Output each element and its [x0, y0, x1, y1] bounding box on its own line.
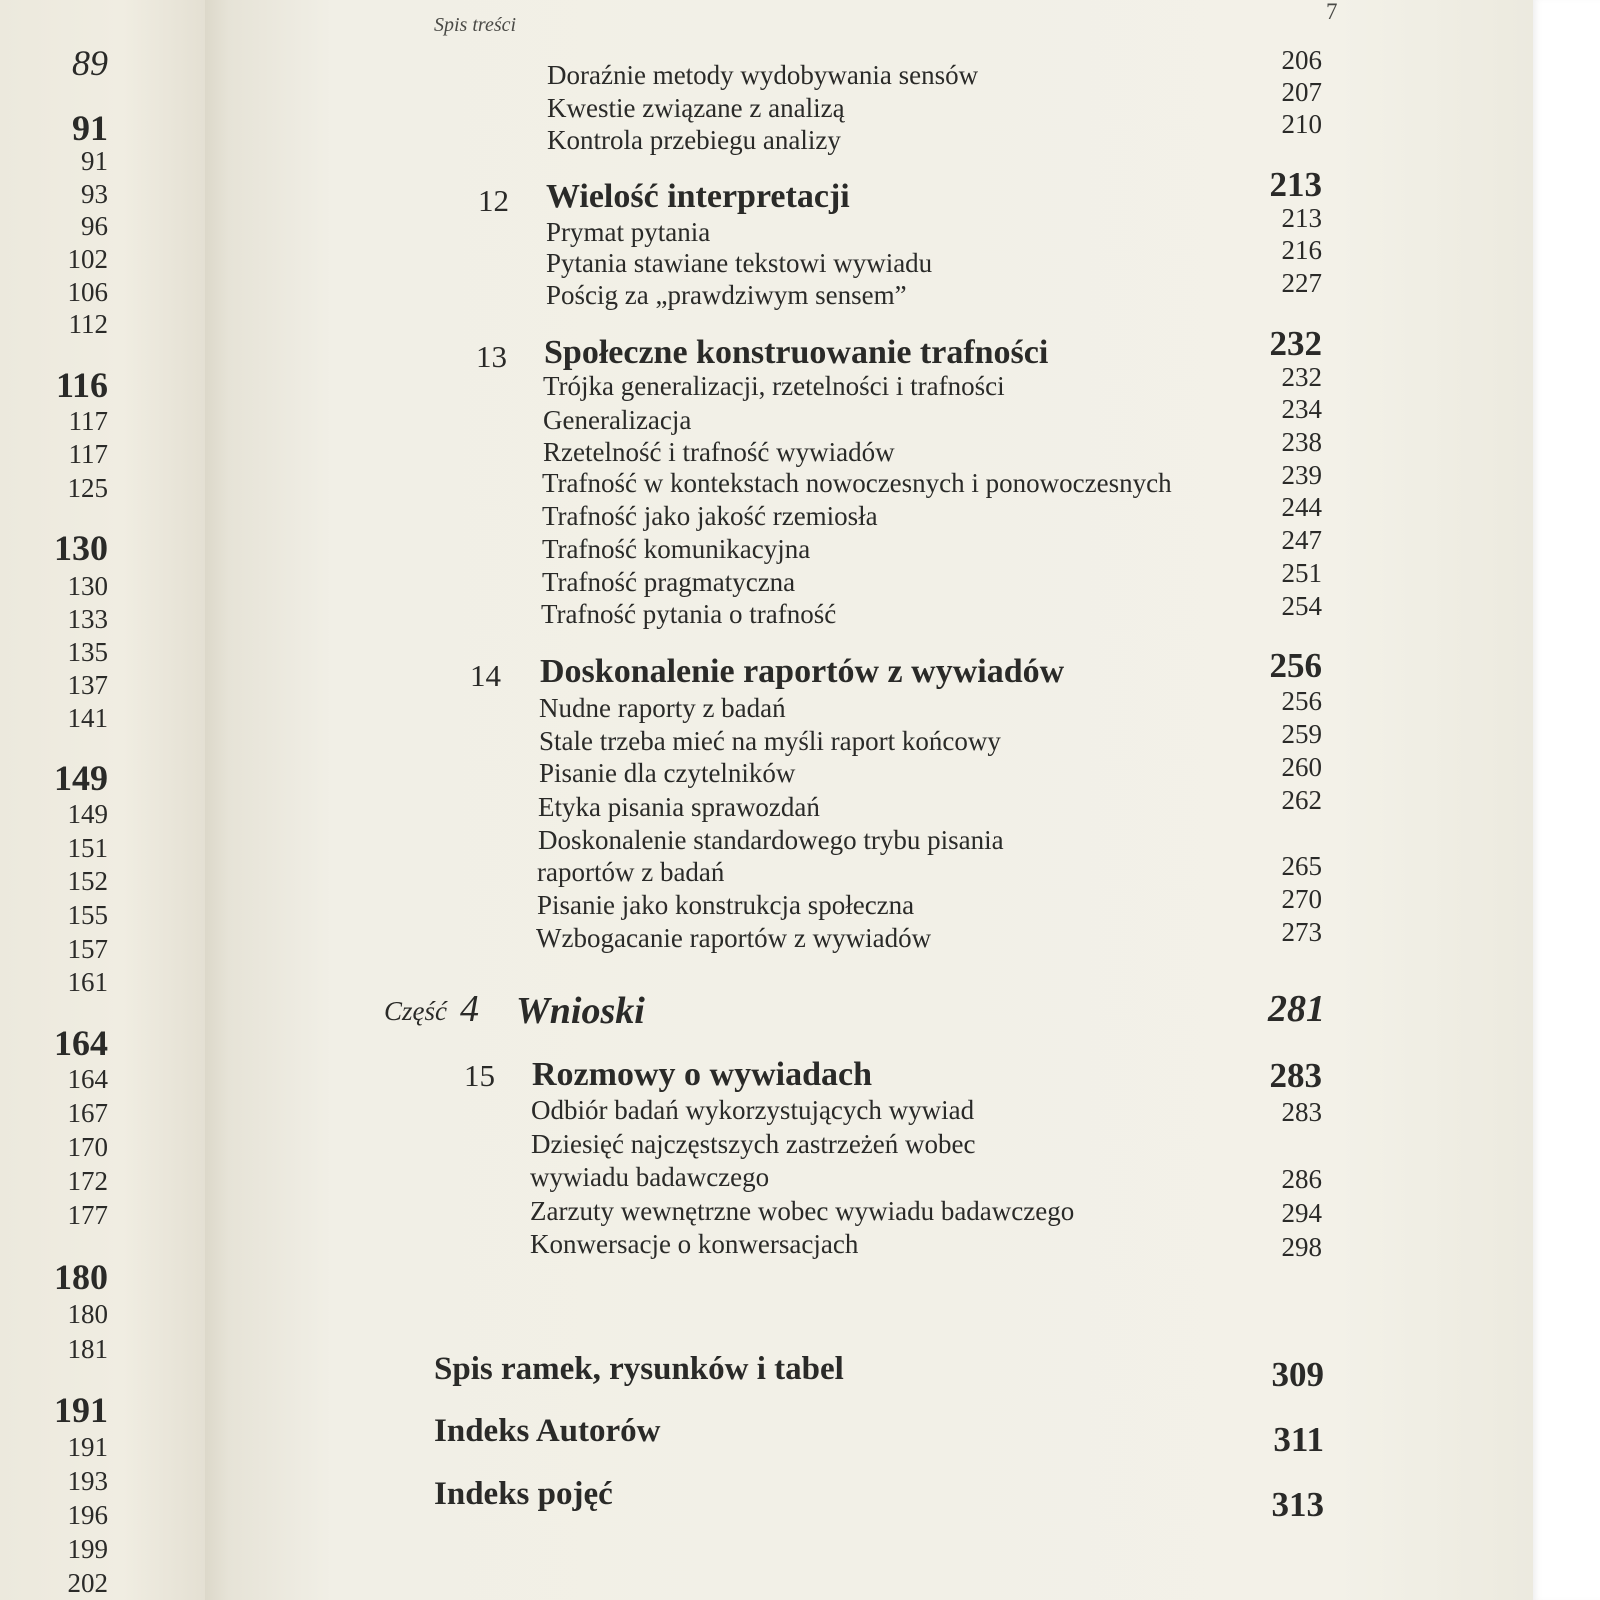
- left-page-number: 93: [81, 179, 108, 209]
- left-page-number: 157: [67, 934, 108, 964]
- left-page-number: 161: [67, 967, 108, 997]
- left-page-number: 89: [72, 43, 108, 83]
- left-page-number: 125: [67, 473, 108, 503]
- chapter-page: 213: [1269, 165, 1322, 204]
- left-page-number: 117: [68, 406, 108, 436]
- toc-entry: Trójka generalizacji, rzetelności i trafności: [543, 371, 1005, 401]
- chapter-number: 14: [470, 658, 501, 693]
- toc-entry-page: 234: [1281, 394, 1322, 424]
- left-page-number: 141: [67, 703, 108, 733]
- toc-entry: Rzetelność i trafność wywiadów: [543, 437, 895, 467]
- part-title: Wnioski: [516, 990, 645, 1032]
- toc-entry: Pytania stawiane tekstowi wywiadu: [546, 248, 933, 278]
- left-page-number: 96: [81, 211, 108, 241]
- left-page-number: 151: [67, 833, 108, 863]
- chapter-number: 12: [478, 183, 509, 218]
- toc-entry-page: 247: [1281, 525, 1322, 555]
- back-matter-title: Indeks Autorów: [434, 1413, 661, 1449]
- toc-entry-page: 251: [1281, 558, 1322, 588]
- toc-entry-page: 232: [1281, 362, 1322, 392]
- chapter-page: 256: [1269, 646, 1322, 685]
- toc-entry: Doraźnie metody wydobywania sensów: [547, 60, 979, 90]
- left-page-number: 149: [67, 799, 108, 829]
- toc-entry-page: 213: [1281, 203, 1322, 233]
- left-page-number: 199: [67, 1534, 108, 1564]
- left-page-number: 180: [67, 1299, 108, 1329]
- left-page-number: 152: [67, 866, 108, 896]
- toc-entry: Zarzuty wewnętrzne wobec wywiadu badawczego: [530, 1196, 1075, 1226]
- toc-entry-page: 254: [1281, 591, 1322, 621]
- toc-entry-page: 286: [1281, 1164, 1322, 1194]
- left-page-number: 135: [67, 637, 108, 667]
- left-page-number: 106: [67, 277, 108, 307]
- left-page-number: 177: [67, 1200, 108, 1230]
- part-prefix: Część: [384, 996, 447, 1026]
- left-page-number: 91: [81, 146, 108, 176]
- toc-entry-page: 260: [1281, 752, 1322, 782]
- left-page-number: 155: [67, 900, 108, 930]
- left-page-number: 91: [72, 108, 108, 148]
- toc-entry-page: 270: [1281, 884, 1322, 914]
- back-matter-page: 311: [1273, 1420, 1324, 1459]
- toc-entry: raportów z badań: [537, 857, 725, 887]
- part-page: 281: [1268, 988, 1325, 1030]
- left-page-number: 167: [67, 1098, 108, 1128]
- left-page-number: 191: [67, 1432, 108, 1462]
- toc-entry-page: 256: [1281, 686, 1322, 716]
- toc-entry-page: 210: [1281, 109, 1322, 139]
- chapter-title: Społeczne konstruowanie trafności: [544, 334, 1049, 371]
- left-page-number: 202: [67, 1568, 108, 1598]
- chapter-number: 15: [464, 1058, 495, 1093]
- left-page-number: 193: [67, 1466, 108, 1496]
- left-page-number: 117: [68, 439, 108, 469]
- right-page: [228, 0, 1533, 1600]
- part-number: 4: [460, 988, 479, 1030]
- chapter-number: 13: [476, 339, 507, 374]
- toc-entry: Trafność w kontekstach nowoczesnych i ponowoczesnych: [542, 468, 1172, 498]
- toc-entry: Kwestie związane z analizą: [547, 93, 845, 123]
- left-page-number: 116: [55, 365, 108, 405]
- toc-entry-page: 239: [1281, 460, 1322, 490]
- chapter-title: Wielość interpretacji: [546, 178, 850, 215]
- toc-entry: Prymat pytania: [546, 217, 711, 247]
- toc-entry: Etyka pisania sprawozdań: [538, 792, 820, 822]
- toc-entry-page: 244: [1281, 492, 1322, 522]
- left-page-number: 133: [67, 604, 108, 634]
- toc-entry-page: 206: [1281, 45, 1322, 75]
- toc-entry: Pościg za „prawdziwym sensem”: [546, 280, 907, 310]
- toc-entry: Pisanie jako konstrukcja społeczna: [537, 890, 915, 920]
- left-page-number: 164: [54, 1023, 108, 1063]
- left-page-number: 196: [67, 1500, 108, 1530]
- left-page-number: 130: [54, 528, 108, 568]
- toc-entry: wywiadu badawczego: [530, 1162, 770, 1192]
- toc-entry-page: 283: [1281, 1097, 1322, 1127]
- toc-entry-page: 298: [1281, 1232, 1322, 1262]
- toc-entry: Dziesięć najczęstszych zastrzeżeń wobec: [531, 1129, 976, 1159]
- back-matter-title: Spis ramek, rysunków i tabel: [434, 1351, 844, 1387]
- toc-entry: Generalizacja: [543, 405, 692, 435]
- left-page-number: 164: [67, 1064, 108, 1094]
- left-page-number: 181: [67, 1334, 108, 1364]
- toc-entry: Konwersacje o konwersacjach: [530, 1229, 859, 1259]
- toc-entry-page: 238: [1281, 427, 1322, 457]
- toc-entry: Trafność komunikacyjna: [542, 534, 811, 564]
- toc-entry: Trafność pytania o trafność: [541, 599, 837, 629]
- left-page-number: 191: [54, 1390, 108, 1430]
- toc-entry: Nudne raporty z badań: [539, 693, 786, 723]
- toc-entry-page: 227: [1281, 268, 1322, 298]
- toc-entry: Odbiór badań wykorzystujących wywiad: [531, 1095, 975, 1125]
- left-page-number: 170: [67, 1132, 108, 1162]
- toc-entry-page: 207: [1281, 77, 1322, 107]
- chapter-title: Rozmowy o wywiadach: [532, 1056, 872, 1093]
- toc-entry-page: 262: [1281, 785, 1322, 815]
- left-page-number: 102: [67, 244, 108, 274]
- back-matter-page: 313: [1271, 1485, 1324, 1524]
- chapter-page: 232: [1269, 324, 1322, 363]
- left-page-number: 130: [67, 571, 108, 601]
- back-matter-title: Indeks pojęć: [434, 1476, 613, 1512]
- back-matter-page: 309: [1271, 1355, 1324, 1394]
- toc-entry-page: 259: [1281, 719, 1322, 749]
- toc-entry: Stale trzeba mieć na myśli raport końcowy: [539, 726, 1001, 756]
- left-page-number: 172: [67, 1166, 108, 1196]
- toc-entry: Doskonalenie standardowego trybu pisania: [538, 825, 1004, 855]
- left-page-number: 180: [54, 1257, 108, 1297]
- toc-entry: Trafność pragmatyczna: [542, 567, 796, 597]
- toc-entry: Wzbogacanie raportów z wywiadów: [536, 923, 932, 953]
- left-page-number: 149: [54, 758, 108, 798]
- running-title: Spis treści: [434, 14, 517, 36]
- header-page-number: 7: [1326, 0, 1338, 24]
- left-page-number: 137: [67, 670, 108, 700]
- left-page-number: 112: [68, 309, 108, 339]
- toc-entry-page: 265: [1281, 851, 1322, 881]
- toc-entry: Trafność jako jakość rzemiosła: [542, 501, 878, 531]
- page-edge: [1533, 0, 1600, 1600]
- chapter-title: Doskonalenie raportów z wywiadów: [540, 653, 1065, 690]
- chapter-page: 283: [1269, 1056, 1322, 1095]
- toc-entry-page: 294: [1281, 1198, 1322, 1228]
- toc-entry-page: 216: [1281, 235, 1322, 265]
- toc-entry: Kontrola przebiegu analizy: [547, 125, 841, 155]
- toc-entry-page: 273: [1281, 917, 1322, 947]
- toc-entry: Pisanie dla czytelników: [539, 758, 796, 788]
